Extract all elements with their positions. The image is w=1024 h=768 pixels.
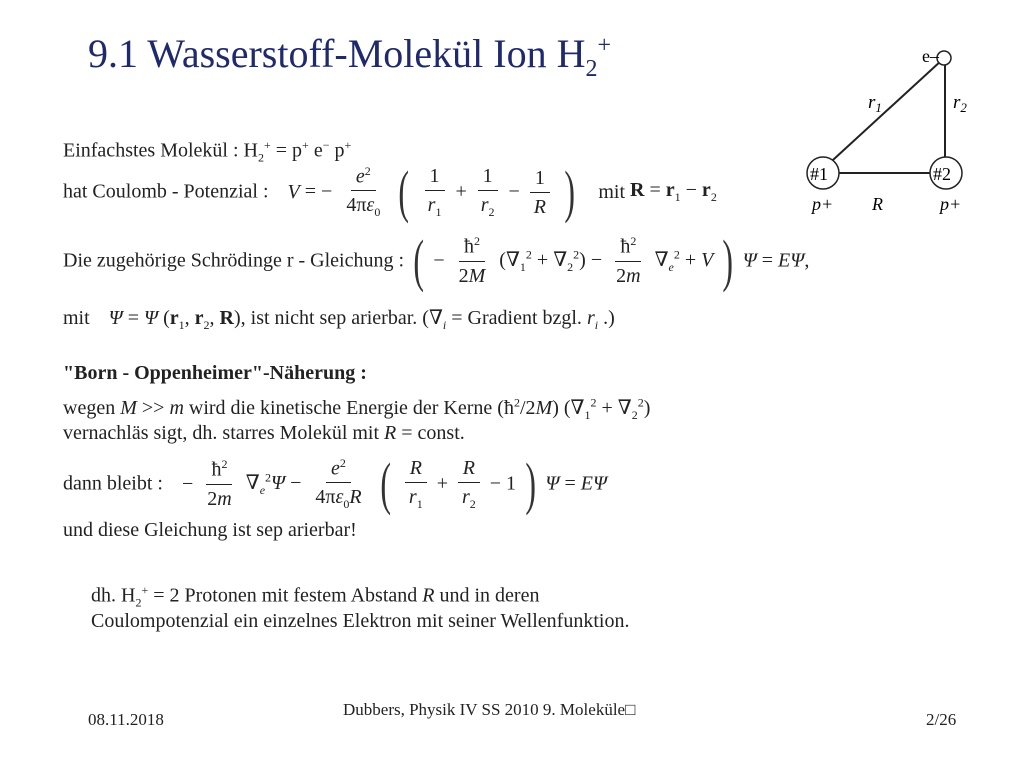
nucleus-2-label: #2 xyxy=(933,164,951,184)
footer-page: 2/26 xyxy=(926,710,957,729)
line-coulomb-potential: hat Coulomb - Potenzial : V = − $\frac{e^2}{4\pi\varepsilon_0}$ ( $\frac{1}{r_1}$ + $\frac{1}{r_2}$ − $\frac{1}{R}$ ) mit $R = r_1 - r_2$ xyxy=(63,159,717,224)
footer-center: Dubbers, Physik IV SS 2010 9. Moleküle□ xyxy=(343,700,636,719)
line-kinetic-energy: wegen M >> m wird die kinetische Energie der Kerne $(ħ^2/2M) (\nabla_1^2 + \nabla_2^2)$ xyxy=(63,395,651,422)
r1-sub: 1 xyxy=(875,100,882,115)
proton-2-label: p+ xyxy=(940,194,962,214)
line-schroedinger: Die zugehörige Schrödinge r - Gleichung : ( − $\frac{ħ^2}{2M}$ $(\nabla_1^2 + \nabla_2^2)$ − $\frac{ħ^2}{2m}$ $\nabla_e^2 + V$ ) Ψ = EΨ, xyxy=(63,228,810,293)
born-oppenheimer-heading: "Born - Oppenheimer"-Näherung : xyxy=(63,362,367,384)
line-simplest-molecule: Einfachstes Molekül : $H_2^+ = p^+$ e− p+ xyxy=(63,138,352,165)
r1-label: r xyxy=(868,92,876,113)
svg-text:r1 xyxy=(868,92,882,115)
summary-line-2: Coulompotenzial ein einzelnes Elektron mit seiner Wellenfunktion. xyxy=(91,610,630,632)
svg-text:r2 xyxy=(953,92,967,115)
summary-line-1: dh. $H_2^+ = 2$ Protonen mit festem Abstand R und in deren xyxy=(91,583,540,610)
footer-date: 08.11.2018 xyxy=(88,710,164,729)
nucleus-1-label: #1 xyxy=(810,164,828,184)
electron-circle xyxy=(937,51,951,65)
electron-label: e– xyxy=(922,46,939,66)
line-remaining-equation: dann bleibt : − $\frac{ħ^2}{2m}$ $\nabla_e^2\Psi$ − $\frac{e^2}{4\pi\varepsilon_0R}$ ( $\frac{R}{r_1}$ + $\frac{R}{r_2}$ − 1 ) Ψ = EΨ xyxy=(63,451,608,516)
line-not-separable: mit Ψ = Ψ ($r_1$, $r_2$, R), ist nicht sep arierbar. ($\nabla_i$ = Gradient bzgl. $r_i$ .) xyxy=(63,307,615,332)
line-separable: und diese Gleichung ist sep arierbar! xyxy=(63,519,357,541)
page-title: 9.1 Wasserstoff-Molekül Ion $H_2^+$ xyxy=(88,31,612,82)
molecule-diagram xyxy=(790,40,990,220)
r2-sub: 2 xyxy=(960,100,967,115)
distance-label: R xyxy=(872,194,883,214)
proton-1-label: p+ xyxy=(812,194,834,214)
line-neglected: vernachläs sigt, dh. starres Molekül mit R = const. xyxy=(63,422,465,444)
r2-label: r xyxy=(953,92,961,113)
